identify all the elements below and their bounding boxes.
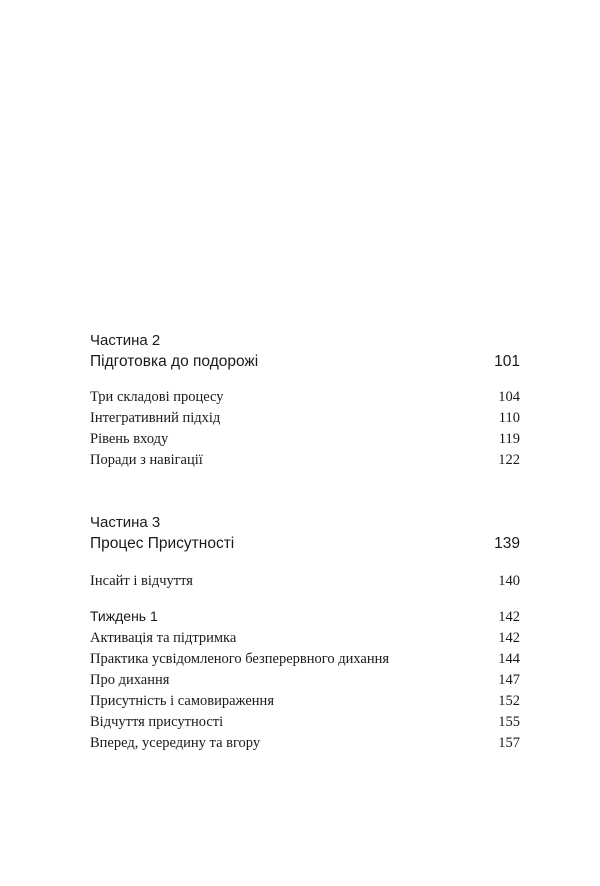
page-number: 101 (494, 353, 520, 370)
chapter-title: Практика усвідомленого безперервного дихання (90, 651, 390, 667)
toc-entry (90, 712, 520, 733)
part-2-section (90, 330, 520, 471)
chapter-list (90, 387, 520, 471)
page-number: 104 (498, 389, 520, 405)
page-number: 147 (498, 672, 520, 688)
chapter-list (90, 606, 520, 754)
week-heading-entry (90, 606, 520, 628)
page-number: 152 (498, 693, 520, 709)
week-title: Тиждень 1 (90, 608, 158, 624)
chapter-title: Про дихання (90, 672, 170, 688)
part-title: Процес Присутності (90, 535, 235, 552)
toc-entry (90, 670, 520, 691)
chapter-title: Поради з навігації (90, 452, 203, 468)
toc-entry (90, 733, 520, 754)
part-label: Частина 3 (90, 514, 161, 531)
part-3-section (90, 512, 520, 754)
chapter-title: Рівень входу (90, 431, 169, 447)
table-of-contents (90, 330, 520, 754)
page-number: 122 (498, 452, 520, 468)
part-title-row (90, 533, 520, 555)
chapter-title: Відчуття присутності (90, 714, 224, 730)
page-number: 119 (498, 431, 520, 447)
toc-entry (90, 387, 520, 408)
page-number: 155 (498, 714, 520, 730)
toc-entry (90, 429, 520, 450)
chapter-title: Вперед, усередину та вгору (90, 735, 261, 751)
page-number: 142 (498, 609, 520, 625)
page-number: 110 (498, 410, 520, 426)
part-title: Підготовка до подорожі (90, 353, 259, 370)
toc-entry (90, 628, 520, 649)
toc-entry (90, 571, 520, 592)
chapter-title: Три складові процесу (90, 389, 224, 405)
page-number: 142 (498, 630, 520, 646)
page-number: 139 (494, 535, 520, 552)
toc-entry (90, 408, 520, 429)
page-number: 157 (498, 735, 520, 751)
chapter-title: Інсайт і відчуття (90, 573, 193, 589)
chapter-title: Присутність і самовираження (90, 693, 274, 709)
toc-entry (90, 691, 520, 712)
page-number: 140 (498, 573, 520, 589)
chapter-title: Активація та підтримка (90, 630, 237, 646)
chapter-title: Інтегративний підхід (90, 410, 221, 426)
part-label: Частина 2 (90, 332, 161, 349)
page-number: 144 (498, 651, 520, 667)
toc-entry (90, 450, 520, 471)
part-title-row (90, 351, 520, 373)
chapter-list (90, 571, 520, 592)
toc-entry (90, 649, 520, 670)
